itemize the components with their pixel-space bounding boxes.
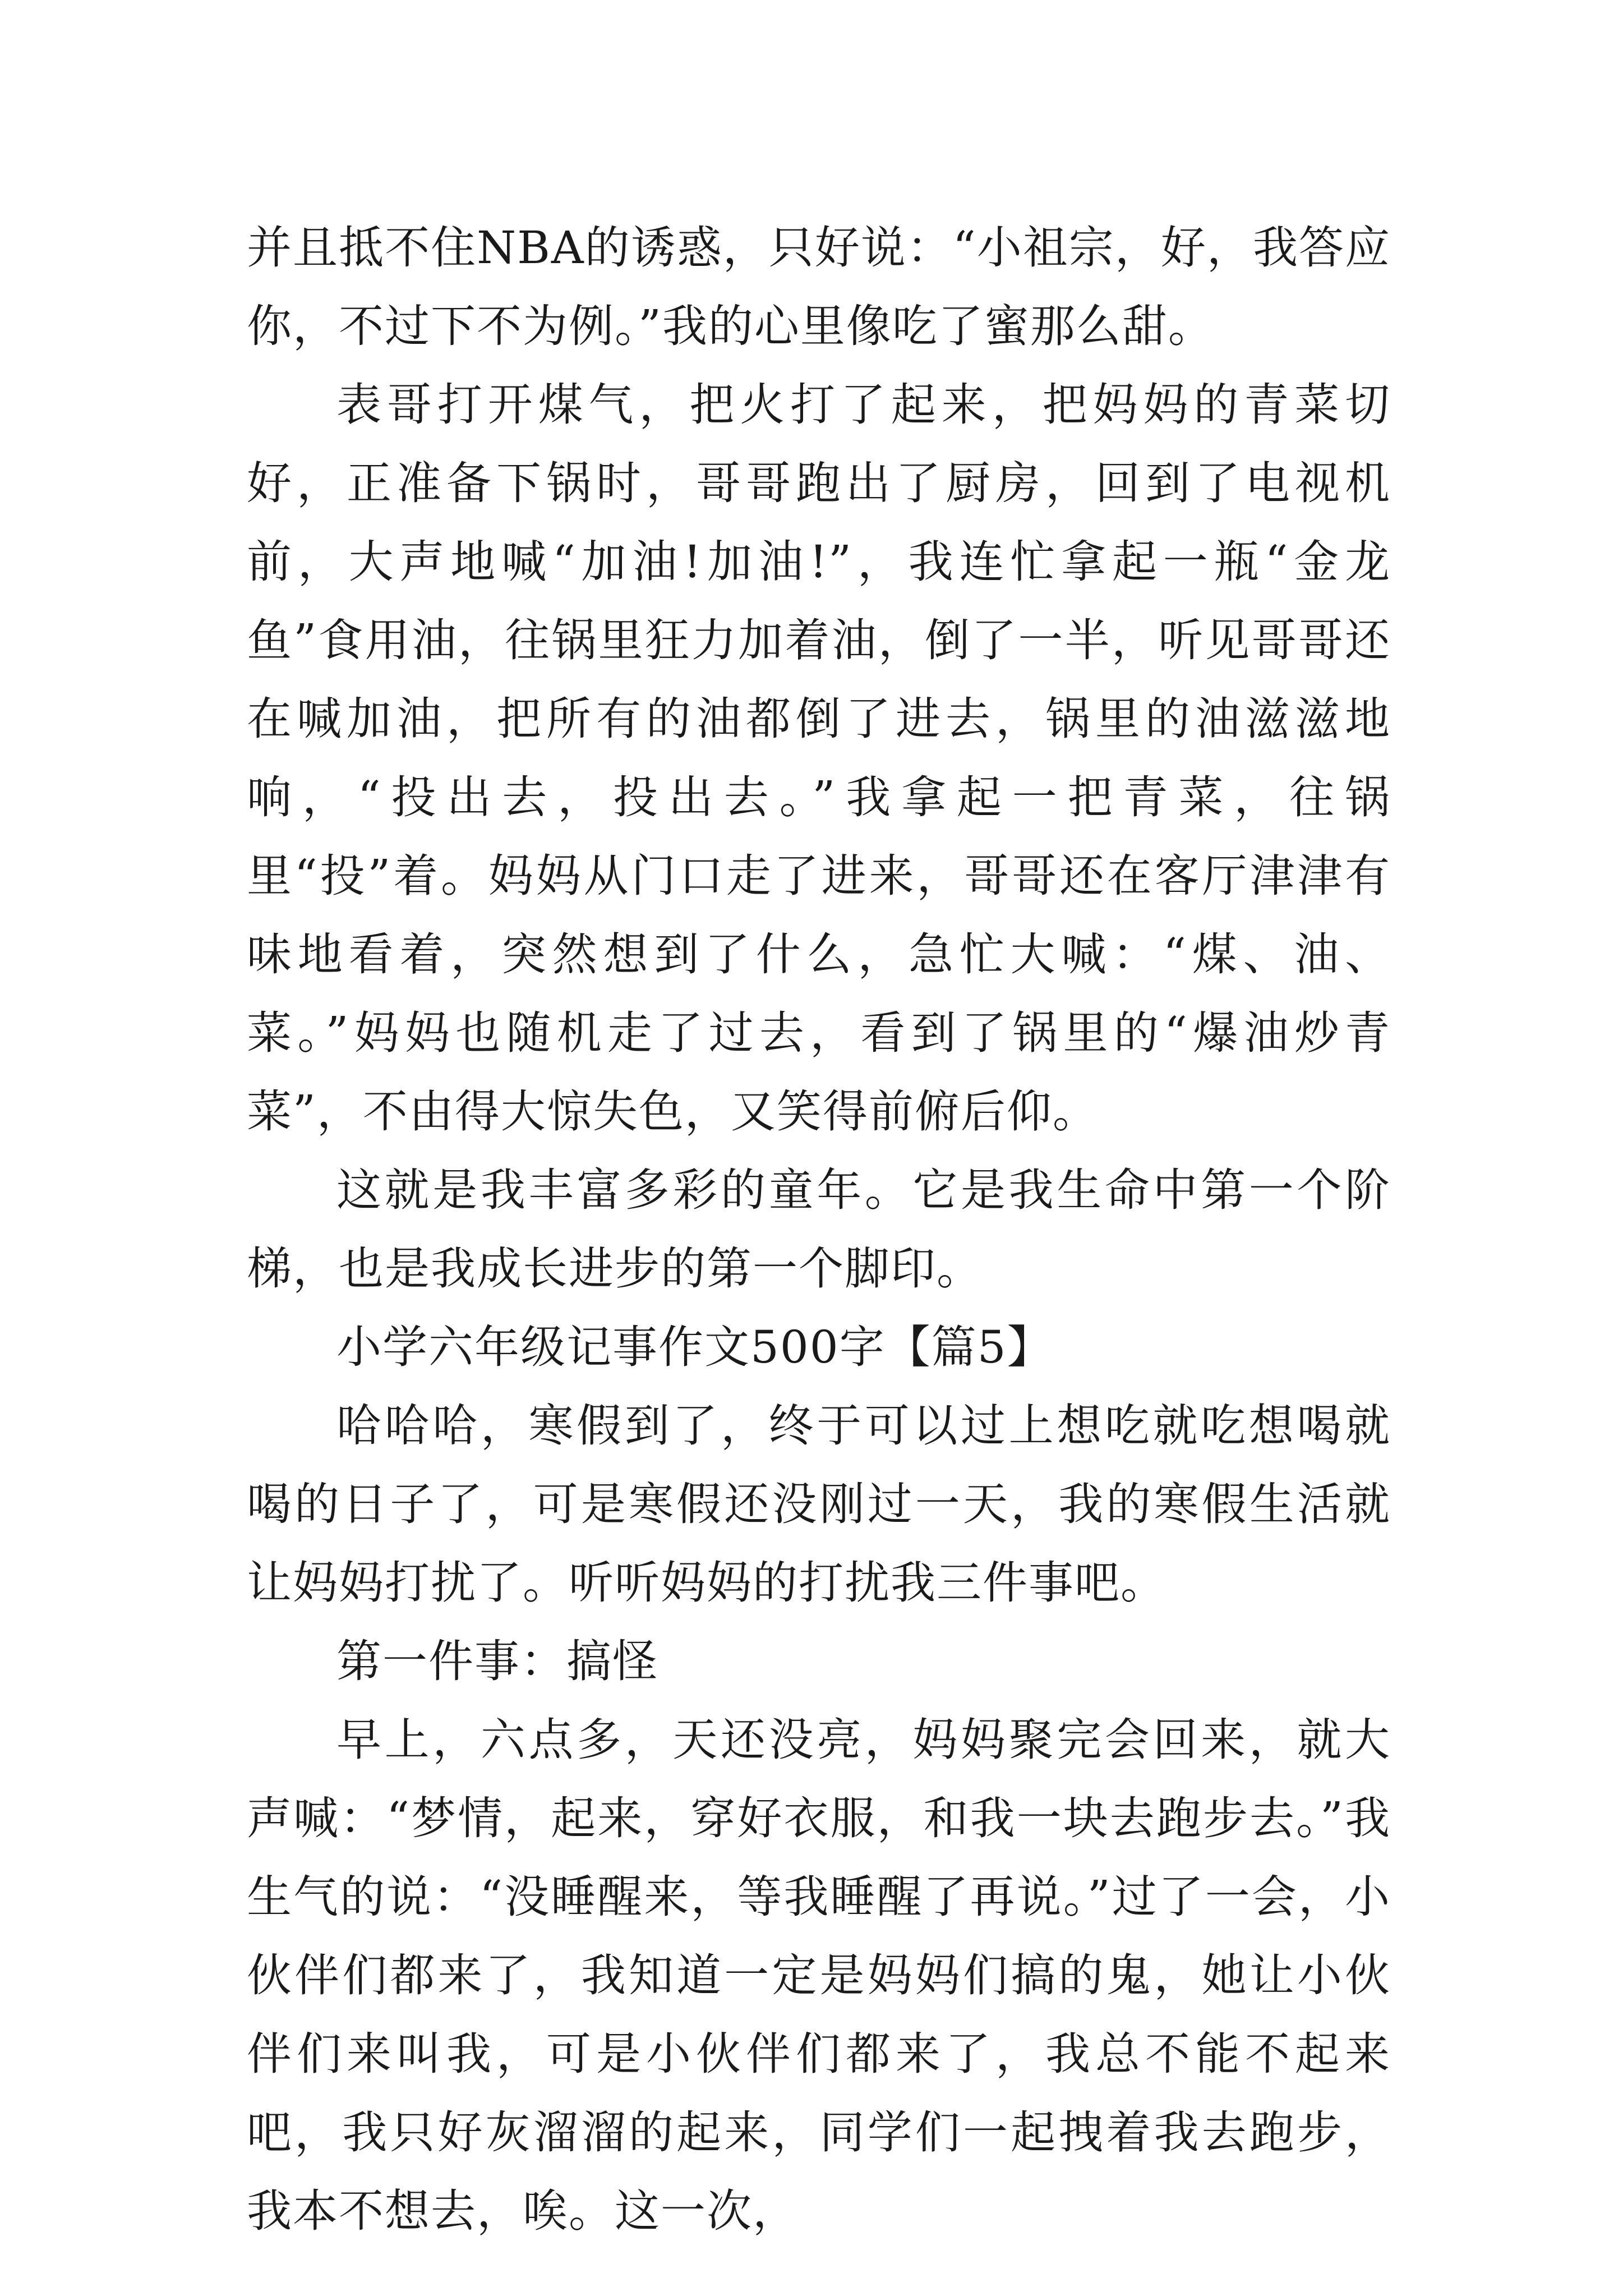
paragraph-5: 早上，六点多，天还没亮，妈妈聚完会回来，就大声喊：“梦情，起来，穿好衣服，和我一块去跑步去。”我生气的说：“没睡醒来，等我睡醒了再说。”过了一会，小伙伴们都来了，我知道一定是妈妈们搞的鬼，她让小伙伴们来叫我，可是小伙伴们都来了，我总不能不起来吧，我只好灰溜溜的起来，同学们一起拽着我去跑步，我本不想去，唉。这一次， (247, 1714, 1391, 2237)
paragraph-2: 表哥打开煤气，把火打了起来，把妈妈的青菜切好，正准备下锅时，哥哥跑出了厨房，回到了电视机前，大声地喊“加油!加油!”，我连忙拿起一瓶“金龙鱼”食用油，往锅里狂力加着油，倒了一半，听见哥哥还在喊加油，把所有的油都倒了进去，锅里的油滋滋地响，“投出去，投出去。”我拿起一把青菜，往锅里“投”着。妈妈从门口走了进来，哥哥还在客厅津津有味地看着，突然想到了什么，急忙大喊：“煤、油、菜。”妈妈也随机走了过去，看到了锅里的“爆油炒青菜”，不由得大惊失色，又笑得前俯后仰。 (247, 379, 1391, 1138)
paragraph-1: 并且抵不住NBA的诱惑，只好说：“小祖宗，好，我答应你，不过下不为例。”我的心里像吃了蜜那么甜。 (247, 222, 1391, 352)
paragraph-4: 哈哈哈，寒假到了，终于可以过上想吃就吃想喝就喝的日子了，可是寒假还没刚过一天，我的寒假生活就让妈妈打扰了。听听妈妈的打扰我三件事吧。 (247, 1400, 1391, 1609)
paragraph-3: 这就是我丰富多彩的童年。它是我生命中第一个阶梯，也是我成长进步的第一个脚印。 (247, 1164, 1391, 1295)
section-heading: 小学六年级记事作文500字【篇5】 (336, 1321, 1053, 1373)
subheading: 第一件事：搞怪 (336, 1635, 658, 1687)
document-body (247, 209, 1391, 2251)
